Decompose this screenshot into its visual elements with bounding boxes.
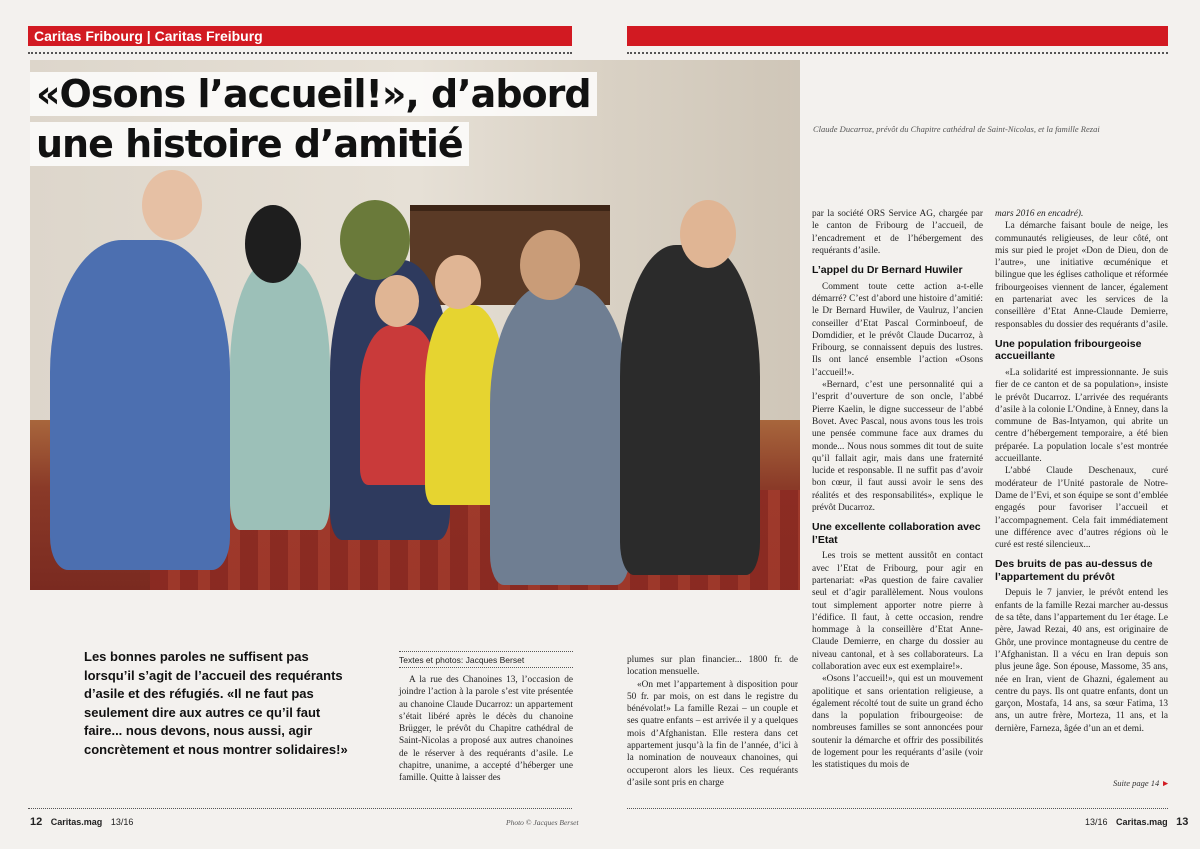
paragraph: «Osons l’accueil!», qui est un mouvement apolitique et sans orientation religieuse, a également récolté tout de suite un grand écho dans la population fribourgeoise: de nombreuses familles se sont annoncées pour soutenir la démarche et offrir des possibilités de logement pour les requérants d’asile (voir les statistiques du mois de bbox=[812, 674, 983, 771]
page-number: 12 bbox=[30, 816, 43, 828]
magazine-name: Caritas.mag bbox=[50, 817, 103, 827]
divider bbox=[28, 808, 572, 809]
photo-credit: Photo © Jacques Berset bbox=[506, 818, 579, 827]
person-provost bbox=[50, 240, 230, 570]
article-column-1 bbox=[399, 674, 573, 785]
divider bbox=[399, 651, 573, 652]
paragraph: «Bernard, c’est une personnalité qui a l’esprit d’ouverture de son oncle, l’abbé Pierre Kaelin, le digne successeur de l’abbé Bovet. Avec Pascal, nous avons tous les trois une pensée commune face aux drames du monde... Nous nous sommes dit tout de suite qu’il fallait agir, mais dans une fraternité lucide et responsable. Il ne suffit pas d’avoir bon cœur, il faut aussi avoir le sens des réalités et des responsabilités», explique le prévôt Ducarroz. bbox=[812, 380, 983, 514]
divider bbox=[399, 667, 573, 668]
section-header-left: Caritas Fribourg | Caritas Freiburg bbox=[28, 26, 572, 46]
headline-line-2: une histoire d’amitié bbox=[30, 122, 469, 166]
lede: Les bonnes paroles ne suffisent pas lorsqu’il s’agit de l’accueil des requérants d’asile et des réfugiés. «Il ne faut pas seulement dire aux autres ce qu’il faut faire... nous devons, nous aussi, agir concrètement et nous montrer solidaires!» bbox=[84, 649, 348, 757]
article-column-3 bbox=[812, 208, 983, 772]
headline-line-1: «Osons l’accueil!», d’abord bbox=[30, 72, 597, 116]
paragraph: mars 2016 en encadré). bbox=[995, 209, 1084, 219]
issue-number: 13/16 bbox=[110, 817, 134, 827]
subheading: Des bruits de pas au-dessus de l’appartement du prévôt bbox=[995, 558, 1153, 583]
paragraph: La démarche faisant boule de neige, les communautés religieuses, de leur côté, ont mis sur pied le projet «Don de Dieu, don de l’autre», une initiative œcuménique et bilingue que les églises catholique et réformée fribourgeoises viennent de lancer, également en partenariat avec les services de la conseillère d’Etat Anne-Claude Demierre, responsables du dossier des requérants d’asile. bbox=[995, 221, 1168, 330]
person-father bbox=[490, 285, 630, 585]
paragraph: «On met l’appartement à disposition pour 50 fr. par mois, on est dans le registre du bénévolat!» La famille Rezai – un couple et ses quatre enfants – est arrivée il y a quelques mois d’Afghanistan. Elle restera dans cet appartement jusqu’à la fin de l’année, d’ici à la nomination de nouveaux chanoines, qui occuperont alors les lieux. Ces requérants d’asile sont pris en charge bbox=[627, 679, 798, 788]
paragraph: Comment toute cette action a-t-elle démarré? C’est d’abord une histoire d’amitié: le Dr Bernard Huwiler, de Vaulruz, l’ancien conseiller d’Etat Pascal Corminboeuf, de Domdidier, et le prévôt Claude Ducarroz, à Fribourg, se connaissent depuis des lustres. Ils ont lancé ensemble l’action «Osons l’accueil!». bbox=[812, 281, 983, 378]
author-credit: Textes et photos: Jacques Berset bbox=[399, 655, 525, 665]
paragraph: «La solidarité est impressionnante. Je suis fier de ce canton et de sa population», insiste le prévôt Ducarroz. L’arrivée des requérants d’asile à la colonie L’Ondine, à Enney, dans la commune de Bas-Intyamon, qui abrite un centre d’hébergement temporaire, a été bien préparée. La population locale s’est montrée accueillante. bbox=[995, 367, 1168, 465]
paragraph: Depuis le 7 janvier, le prévôt entend les enfants de la famille Rezai marcher au-dessus de sa tête, dans l’appartement du 1er étage. Le père, Jawad Rezai, 40 ans, est originaire de Ghôr, une province montagneuse du centre de l’Afghanistan. Il a vécu en Iran depuis son plus jeune âge. Son épouse, Massome, 35 ans, née en Iran, vient de Ghazni, également au centre du pays. Ils ont quatre enfants, dont un garçon, Mostafa, 14 ans, sa sœur Fatima, 13 ans, un autre frère, Morteza, 11 ans, et la dernière, Farneza, âgée d’un an et demi. bbox=[995, 588, 1168, 734]
person-girl bbox=[230, 260, 330, 530]
divider bbox=[627, 52, 1168, 54]
issue-number: 13/16 bbox=[1085, 817, 1108, 827]
divider bbox=[28, 52, 572, 54]
page-number: 13 bbox=[1176, 816, 1189, 828]
paragraph: A la rue des Chanoines 13, l’occasion de joindre l’action à la parole s’est vite présentée au chanoine Claude Ducarroz: un appartement s’était libéré après le décès du chanoine Brügger, le prévôt du Chapitre cathédral de Saint-Nicolas a proposé aux autres chanoines de le réserver à des requérants d’asile. Le chapitre, unanime, a accepté d’héberger une famille. Quitte à laisser des bbox=[399, 675, 573, 784]
photo-caption: Claude Ducarroz, prévôt du Chapitre cathédral de Saint-Nicolas, et la famille Rezai bbox=[813, 124, 1100, 134]
subheading: L’appel du Dr Bernard Huwiler bbox=[812, 264, 963, 277]
paragraph: plumes sur plan financier... 1800 fr. de location mensuelle. bbox=[627, 655, 798, 678]
person-teen bbox=[620, 245, 760, 575]
subheading: Une excellente collaboration avec l’Etat bbox=[812, 521, 981, 546]
paragraph: Les trois se mettent aussitôt en contact avec l’Etat de Fribourg, pour agir en partenariat: «Pas question de faire cavalier seul et d’agir parallèlement. Nous voulons tout simplement apporter notre pierre à l’édifice. Il faut, à cette occasion, rendre hommage à la conseillère d’Etat Anne-Claude Demierre, en charge du dossier au niveau cantonal, et à ses collaborateurs. La collaboration avec eux est exemplaire!». bbox=[812, 551, 983, 672]
divider bbox=[627, 808, 1168, 809]
section-header-right bbox=[627, 26, 1168, 46]
article-column-2 bbox=[627, 654, 798, 789]
article-column-4 bbox=[995, 208, 1168, 735]
paragraph: par la société ORS Service AG, chargée par le canton de Fribourg de l’accueil, de l’encadrement et de l’hébergement des requérants d’asile. bbox=[812, 209, 983, 256]
footer-left bbox=[30, 816, 133, 828]
footer-right bbox=[1085, 816, 1188, 828]
arrow-right-icon: ► bbox=[1161, 778, 1170, 788]
paragraph: L’abbé Claude Deschenaux, curé modérateur de l’Unité pastorale de Notre-Dame de l’Evi, et son équipe se sont d’emblée engagés pour favoriser l’accueil et l’accompagnement. Cela fait immédiatement une différence avec d’autres régions où le curé est resté silencieux... bbox=[995, 466, 1168, 551]
magazine-name: Caritas.mag bbox=[1116, 817, 1168, 827]
continued-link[interactable] bbox=[1113, 778, 1170, 788]
subheading: Une population fribourgeoise accueillante bbox=[995, 337, 1142, 363]
continued-label: Suite page 14 bbox=[1113, 778, 1160, 788]
